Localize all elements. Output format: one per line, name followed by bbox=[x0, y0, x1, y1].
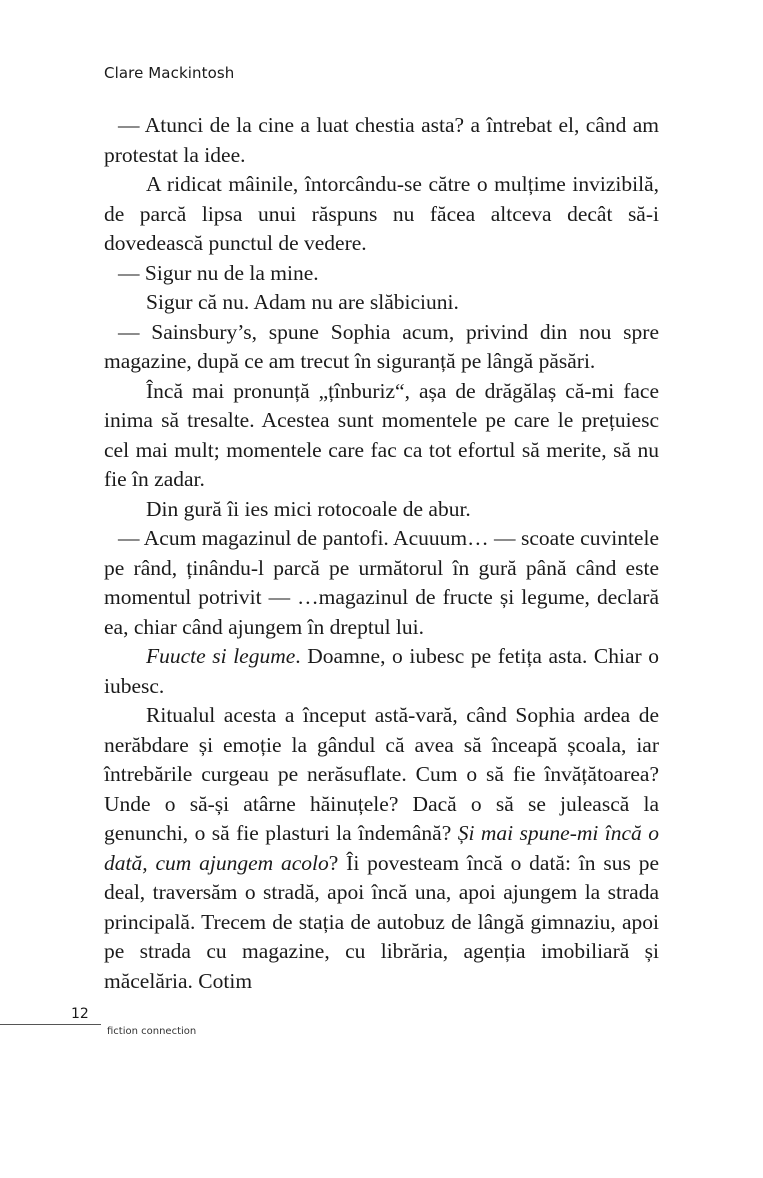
body-text bbox=[104, 111, 659, 996]
paragraph: — Sainsbury’s, spune Sophia acum, privind din nou spre magazine, după ce am trecut în siguranță pe lângă păsări. bbox=[104, 319, 659, 373]
paragraph-text: . Doamne, o iubesc pe fetița asta. Chiar o iubesc. bbox=[104, 644, 659, 698]
imprint-label: fiction connection bbox=[107, 1026, 197, 1037]
footer-rule bbox=[0, 1024, 101, 1025]
page-number: 12 bbox=[71, 1006, 89, 1022]
paragraph: Din gură îi ies mici rotocoale de abur. bbox=[146, 496, 471, 521]
italic-phrase: Și mai spune-mi încă o dată, cum ajungem acolo bbox=[104, 821, 659, 875]
paragraph: A ridicat mâinile, întorcându-se către o mulțime invizibilă, de parcă lipsa unui răspuns nu făcea altceva decât să-i dovedească punctul de vedere. bbox=[104, 172, 659, 255]
paragraph bbox=[104, 701, 659, 996]
paragraph: — Acum magazinul de pantofi. Acuuum… — scoate cuvintele pe rând, ținându-l parcă pe următorul în gură până când este momentul potrivit — …magazinul de fructe și legume, declară ea, chiar când ajungem în dreptul lui. bbox=[104, 526, 659, 639]
running-header-author: Clare Mackintosh bbox=[104, 64, 235, 82]
paragraph bbox=[104, 642, 659, 701]
paragraph-text: Ritualul acesta a început astă-vară, când Sophia ardea de nerăbdare și emoție la gândul că avea să înceapă școala, iar întrebările curgeau pe nerăsuflate. Cum o să fie învățătoarea? Unde o să-și atârne hăinuțele? Dacă o să se julească la genunchi, o să fie plasturi la îndemână? bbox=[104, 703, 659, 845]
italic-phrase: Fuucte si legume bbox=[146, 644, 296, 668]
paragraph: — Sigur nu de la mine. bbox=[118, 260, 319, 285]
paragraph: — Atunci de la cine a luat chestia asta? a întrebat el, când am protestat la idee. bbox=[104, 113, 659, 167]
paragraph: Sigur că nu. Adam nu are slăbiciuni. bbox=[146, 290, 459, 314]
paragraph: Încă mai pronunță „țînburiz“, așa de drăgălaș că-mi face inima să tresalte. Acestea sunt momentele pe care le prețuiesc cel mai mult; momentele care fac ca tot efortul să merite, să nu fie în zadar. bbox=[104, 378, 659, 491]
paragraph-text: ? Îi povesteam încă o dată: în sus pe deal, traversăm o stradă, apoi încă una, apoi ajungem la strada principală. Trecem de stația de autobuz de lângă gimnaziu, apoi pe strada cu magazine, cu librăria, agenția imobiliară și măcelăria. Cotim bbox=[104, 850, 659, 993]
